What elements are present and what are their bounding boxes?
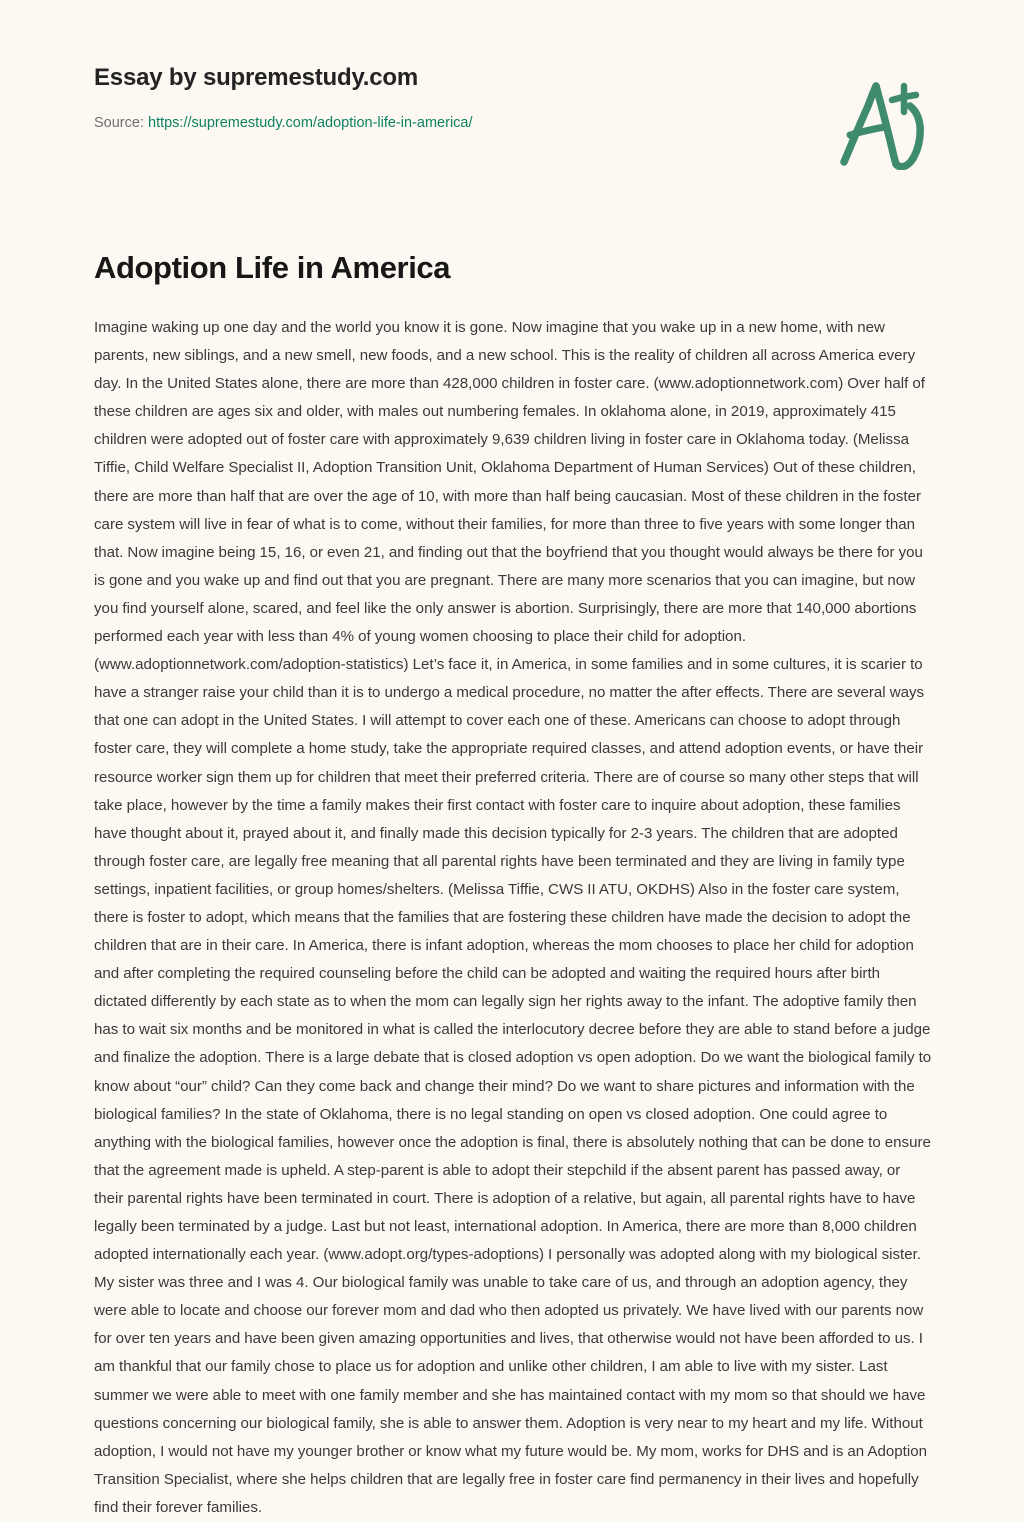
page-title: Adoption Life in America bbox=[94, 250, 451, 285]
article bbox=[94, 248, 932, 1522]
site-brand-title: Essay by supremestudy.com bbox=[94, 64, 419, 91]
source-line bbox=[94, 113, 930, 133]
a-plus-logo[interactable] bbox=[834, 78, 930, 170]
article-body-text: Imagine waking up one day and the world you know it is gone. Now imagine that you wake up in a new home, with new parents, new siblings, and a new smell, new foods, and a new school. This is the reality of children all across America every day. In the United States alone, there are more than 428,000 children in foster care. (www.adoptionnetwork.com) Over half of these children are ages six and older, with males out numbering females. In oklahoma alone, in 2019, approximately 415 children were adopted out of foster care with approximately 9,639 children living in foster care in Oklahoma today. (Melissa Tiffie, Child Welfare Specialist II, Adoption Transition Unit, Oklahoma Department of Human Services) Out of these children, there are more than half that are over the age of 10, with more than half being caucasian. Most of these children in the foster care system will live in fear of what is to come, without their families, for more than three to five years with some longer than that. Now imagine being 15, 16, or even 21, and finding out that the boyfriend that you thought would always be there for you is gone and you wake up and find out that you are pregnant. There are many more scenarios that you can imagine, but now you find yourself alone, scared, and feel like the only answer is abortion. Surprisingly, there are more that 140,000 abortions performed each year with less than 4% of young women choosing to place their child for adoption. (www.adoptionnetwork.com/adoption-statistics) Let’s face it, in America, in some families and in some cultures, it is scarier to have a stranger raise your child than it is to undergo a medical procedure, no matter the after effects. There are several ways that one can adopt in the United States. I will attempt to cover each one of these. Americans can choose to adopt through foster care, they will complete a home study, take the appropriate required classes, and attend adoption events, or have their resource worker sign them up for children that meet their preferred criteria. There are of course so many other steps that will take place, however by the time a family makes their first contact with foster care to inquire about adoption, these families have thought about it, prayed about it, and finally made this decision typically for 2-3 years. The children that are adopted through foster care, are legally free meaning that all parental rights have been terminated and they are living in family type settings, inpatient facilities, or group homes/shelters. (Melissa Tiffie, CWS II ATU, OKDHS) Also in the foster care system, there is foster to adopt, which means that the families that are fostering these children have made the decision to adopt the children that are in their care. In America, there is infant adoption, whereas the mom chooses to place her child for adoption and after completing the required counseling before the child can be adopted and waiting the required hours after birth dictated differently by each state as to when the mom can legally sign her rights away to the infant. The adoptive family then has to wait six months and be monitored in what is called the interlocutory decree before they are able to stand before a judge and finalize the adoption. There is a large debate that is closed adoption vs open adoption. Do we want the biological family to know about “our” child? Can they come back and change their mind? Do we want to share pictures and information with the biological families? In the state of Oklahoma, there is no legal standing on open vs closed adoption. One could agree to anything with the biological families, however once the adoption is final, there is absolutely nothing that can be done to ensure that the agreement made is upheld. A step-parent is able to adopt their stepchild if the absent parent has passed away, or their parental rights have been terminated in court. There is adoption of a relative, but again, all parental rights have to have legally been terminated by a judge. Last but not least, international adoption. In America, there are more than 8,000 children adopted internationally each year. (www.adopt.org/types-adoptions) I personally was adopted along with my biological sister. My sister was three and I was 4. Our biological family was unable to take care of us, and through an adoption agency, they were able to locate and choose our forever mom and dad who then adopted us privately. We have lived with our parents now for over ten years and have been given amazing opportunities and lives, that otherwise would not have been afforded to us. I am thankful that our family chose to place us for adoption and unlike other children, I am able to live with my sister. Last summer we were able to meet with one family member and she has maintained contact with my mom so that should we have questions concerning our biological family, she is able to answer them. Adoption is very near to my heart and my life. Without adoption, I would not have my younger brother or know what my future would be. My mom, works for DHS and is an Adoption Transition Specialist, where she helps children that are legally free in foster care find permanency in their lives and hopefully find their forever families. bbox=[94, 319, 932, 1516]
source-url-link[interactable]: https://supremestudy.com/adoption-life-in-america/ bbox=[148, 115, 473, 131]
page-header bbox=[94, 62, 930, 172]
source-label: Source: bbox=[94, 115, 148, 131]
